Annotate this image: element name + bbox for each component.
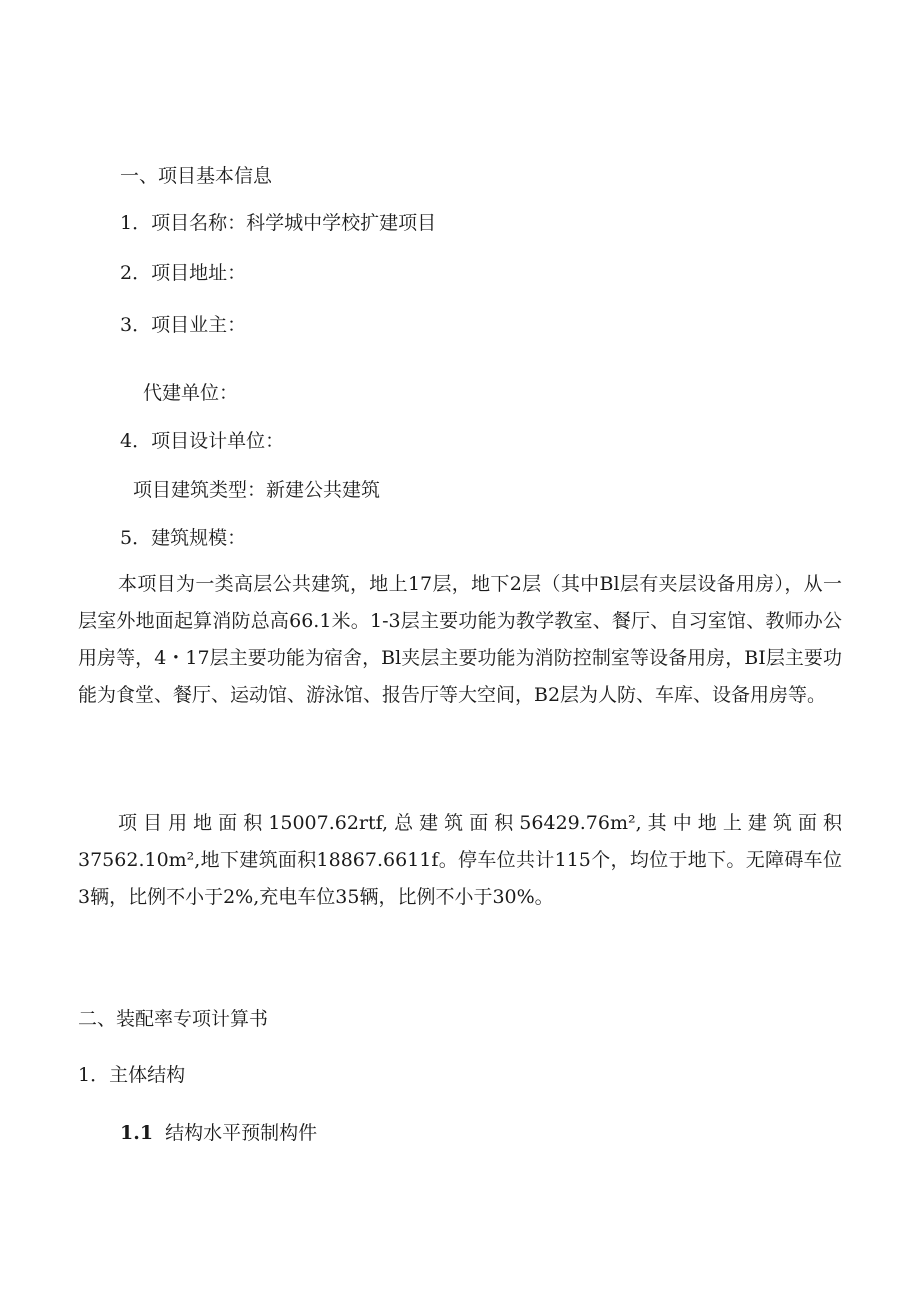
project-owner-line: 3．项目业主：: [120, 314, 247, 336]
building-scale-line: 5．建筑规模：: [120, 527, 247, 549]
subsection-heading: [120, 1120, 317, 1146]
subsection-number: 1.1: [120, 1122, 154, 1144]
project-name-line: 1．项目名称：科学城中学校扩建项目: [120, 212, 437, 234]
building-type-line: 项目建筑类型：新建公共建筑: [133, 479, 381, 501]
area-description-paragraph: 项目用地面积15007.62rtf,总建筑面积56429.76m²,其中地上建筑面积37562.10m²,地下建筑面积18867.6611f。停车位共计115个，均位于地下。无障碍车位3辆，比例不小于2%,充电车位35辆，比例不小于30%。: [78, 812, 842, 908]
project-address-line: 2．项目地址：: [120, 262, 247, 284]
scale-description-paragraph: 本项目为一类高层公共建筑，地上17层，地下2层（其中Bl层有夹层设备用房），从一层室外地面起算消防总高66.1米。1-3层主要功能为教学教室、餐厅、自习室馆、教师办公用房等，4・17层主要功能为宿舍，Bl夹层主要功能为消防控制室等设备用房，BI层主要功能为食堂、餐厅、运动馆、游泳馆、报告厅等大空间，B2层为人防、车库、设备用房等。: [78, 573, 842, 706]
section2-heading: 二、装配率专项计算书: [78, 1008, 269, 1030]
design-unit-line: 4．项目设计单位：: [120, 430, 285, 452]
subsection-title: 结构水平预制构件: [165, 1122, 318, 1144]
agent-unit-line: 代建单位：: [143, 382, 239, 404]
section1-heading: 一、项目基本信息: [120, 165, 273, 187]
main-structure-line: 1．主体结构: [78, 1064, 186, 1086]
